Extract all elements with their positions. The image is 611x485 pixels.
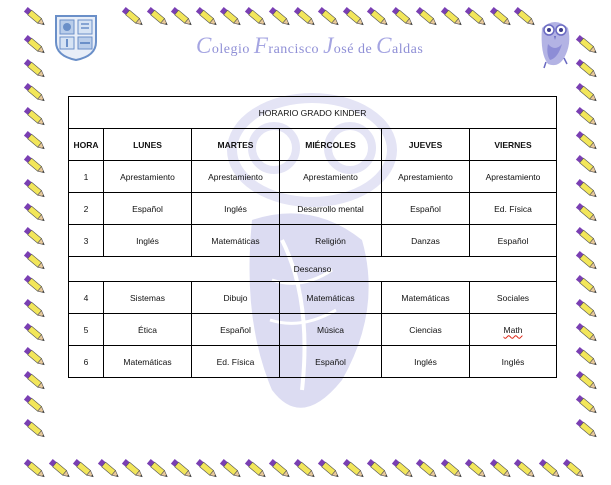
subject-cell: Aprestamiento [470,161,557,193]
period-number: 2 [69,193,104,225]
pencil-icon [22,346,48,368]
break-label: Descanso [69,257,557,282]
pencil-icon [574,298,600,320]
subject-cell: Ed. Física [192,346,280,378]
pencil-icon [22,322,48,344]
column-header-lunes: LUNES [104,129,192,161]
pencil-icon [71,458,97,480]
subject-cell: Ética [104,314,192,346]
pencil-icon [574,346,600,368]
pencil-icon [414,458,440,480]
pencil-icon [341,458,367,480]
subject-cell: Matemáticas [280,282,382,314]
pencil-icon [22,274,48,296]
pencil-icon [267,458,293,480]
page-header [0,0,611,86]
subject-cell: Música [280,314,382,346]
subject-cell: Aprestamiento [104,161,192,193]
pencil-icon [537,458,563,480]
pencil-icon [22,250,48,272]
subject-cell: Inglés [382,346,470,378]
period-number: 3 [69,225,104,257]
subject-cell: Aprestamiento [192,161,280,193]
pencil-icon [22,226,48,248]
pencil-icon [47,458,73,480]
school-crest-icon [52,12,100,62]
school-name-part: olegio [211,42,254,57]
pencil-icon [316,458,342,480]
pencil-icon [22,458,48,480]
column-header-miercoles: MIÉRCOLES [280,129,382,161]
pencil-icon [243,458,269,480]
pencil-icon [22,394,48,416]
pencil-icon [120,458,146,480]
subject-cell: Math [470,314,557,346]
pencil-icon [194,458,220,480]
table-title: HORARIO GRADO KINDER [69,97,557,129]
schedule-table [68,96,557,378]
subject-cell: Inglés [104,225,192,257]
column-header-jueves: JUEVES [382,129,470,161]
school-name [196,33,423,59]
subject-cell: Ciencias [382,314,470,346]
subject-cell: Matemáticas [382,282,470,314]
pencil-icon [365,458,391,480]
column-header-viernes: VIERNES [470,129,557,161]
subject-cell: Sociales [470,282,557,314]
subject-cell: Dibujo [192,282,280,314]
pencil-icon [390,458,416,480]
table-row [69,225,557,257]
pencil-icon [22,298,48,320]
pencil-icon [22,130,48,152]
school-name-initial: F [253,33,269,58]
school-name-part: aldas [392,42,424,57]
pencil-icon [22,178,48,200]
subject-cell: Sistemas [104,282,192,314]
pencil-icon [512,458,538,480]
subject-cell: Ed. Física [470,193,557,225]
subject-cell: Aprestamiento [382,161,470,193]
pencil-icon [463,458,489,480]
pencil-icon [218,458,244,480]
table-row [69,282,557,314]
table-row [69,314,557,346]
pencil-icon [574,418,600,440]
subject-cell: Inglés [192,193,280,225]
pencil-icon [574,274,600,296]
pencil-icon [574,394,600,416]
table-header-row [69,129,557,161]
pencil-icon [22,106,48,128]
period-number: 1 [69,161,104,193]
school-name-initial: C [196,33,212,58]
table-row [69,346,557,378]
pencil-icon [574,250,600,272]
subject-cell: Matemáticas [192,225,280,257]
period-number: 6 [69,346,104,378]
pencil-icon [292,458,318,480]
subject-cell: Español [382,193,470,225]
subject-cell: Danzas [382,225,470,257]
pencil-icon [574,106,600,128]
period-number: 4 [69,282,104,314]
column-header-hora: HORA [69,129,104,161]
school-name-part: osé de [333,42,377,57]
subject-cell: Español [104,193,192,225]
subject-cell: Desarrollo mental [280,193,382,225]
school-name-initial: C [376,33,393,58]
table-row [69,161,557,193]
owl-icon [536,14,574,70]
subject-cell: Religión [280,225,382,257]
subject-cell: Español [280,346,382,378]
subject-cell: Aprestamiento [280,161,382,193]
pencil-icon [22,418,48,440]
subject-cell: Inglés [470,346,557,378]
pencil-icon [561,458,587,480]
pencil-icon [574,178,600,200]
school-name-initial: J [323,33,334,58]
pencil-icon [22,202,48,224]
period-number: 5 [69,314,104,346]
subject-cell: Español [470,225,557,257]
pencil-icon [574,202,600,224]
column-header-martes: MARTES [192,129,280,161]
pencil-icon [22,154,48,176]
table-row [69,193,557,225]
subject-cell: Español [192,314,280,346]
pencil-icon [96,458,122,480]
subject-cell: Matemáticas [104,346,192,378]
pencil-icon [574,370,600,392]
pencil-icon [574,322,600,344]
break-row [69,257,557,282]
school-name-part: rancisco [268,42,324,57]
pencil-icon [169,458,195,480]
pencil-icon [145,458,171,480]
pencil-icon [22,370,48,392]
pencil-icon [574,226,600,248]
pencil-icon [574,154,600,176]
table-title-row [69,97,557,129]
pencil-icon [574,130,600,152]
pencil-icon [439,458,465,480]
pencil-icon [488,458,514,480]
